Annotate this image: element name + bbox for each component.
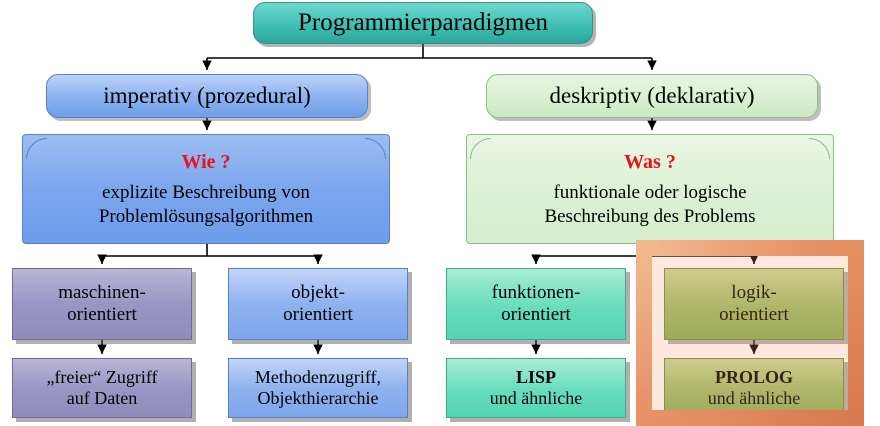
machine-oriented-line-2: orientiert xyxy=(67,304,137,325)
logic-oriented-line-1: logik- xyxy=(731,281,777,303)
node-logic-oriented xyxy=(664,268,844,340)
node-lisp xyxy=(446,358,626,418)
function-oriented-line-1: funktionen- xyxy=(491,281,581,303)
prolog-subtitle: und ähnliche xyxy=(707,388,801,408)
scroll-curl-top-right-icon xyxy=(809,138,830,159)
scroll-curl-top-left-icon xyxy=(26,138,47,159)
descriptive-description-line-2: Beschreibung des Problems xyxy=(544,205,756,227)
scroll-descriptive-description xyxy=(466,134,834,244)
imperative-description-line-2: Problemlösungsalgorithmen xyxy=(98,205,314,227)
node-descriptive-header xyxy=(486,74,818,118)
node-machine-oriented xyxy=(12,268,192,340)
descriptive-description-line-1: funktionale oder logische xyxy=(553,181,747,203)
object-oriented-line-1: objekt- xyxy=(291,281,345,303)
lisp-subtitle: und ähnliche xyxy=(489,388,583,408)
node-root xyxy=(253,2,593,44)
node-free-data-access xyxy=(12,358,192,418)
prolog-language-name: PROLOG xyxy=(714,366,793,387)
machine-oriented-line-1: maschinen- xyxy=(58,281,146,303)
method-access-line-2: Objekthierarchie xyxy=(257,388,379,408)
node-root-label: Programmierparadigmen xyxy=(298,9,548,37)
scroll-curl-top-left-icon xyxy=(470,138,491,159)
node-prolog xyxy=(664,358,844,418)
imperative-description-line-1: explizite Beschreibung von xyxy=(102,181,310,203)
node-object-oriented xyxy=(228,268,408,340)
function-oriented-line-2: orientiert xyxy=(501,304,571,325)
descriptive-question: Was ? xyxy=(624,150,676,173)
node-imperative-label: imperativ (prozedural) xyxy=(103,83,311,109)
free-data-access-line-1: „freier“ Zugriff xyxy=(46,366,158,387)
logic-oriented-line-2: orientiert xyxy=(719,304,789,325)
scroll-imperative-description xyxy=(22,134,390,244)
scroll-curl-top-right-icon xyxy=(365,138,386,159)
imperative-question: Wie ? xyxy=(181,150,231,173)
node-method-access xyxy=(228,358,408,418)
object-oriented-line-2: orientiert xyxy=(283,304,353,325)
free-data-access-line-2: auf Daten xyxy=(66,388,138,408)
lisp-language-name: LISP xyxy=(515,366,557,387)
node-imperative-header xyxy=(46,74,368,118)
node-descriptive-label: deskriptiv (deklarativ) xyxy=(549,83,755,109)
node-function-oriented xyxy=(446,268,626,340)
method-access-line-1: Methodenzugriff, xyxy=(254,366,382,387)
